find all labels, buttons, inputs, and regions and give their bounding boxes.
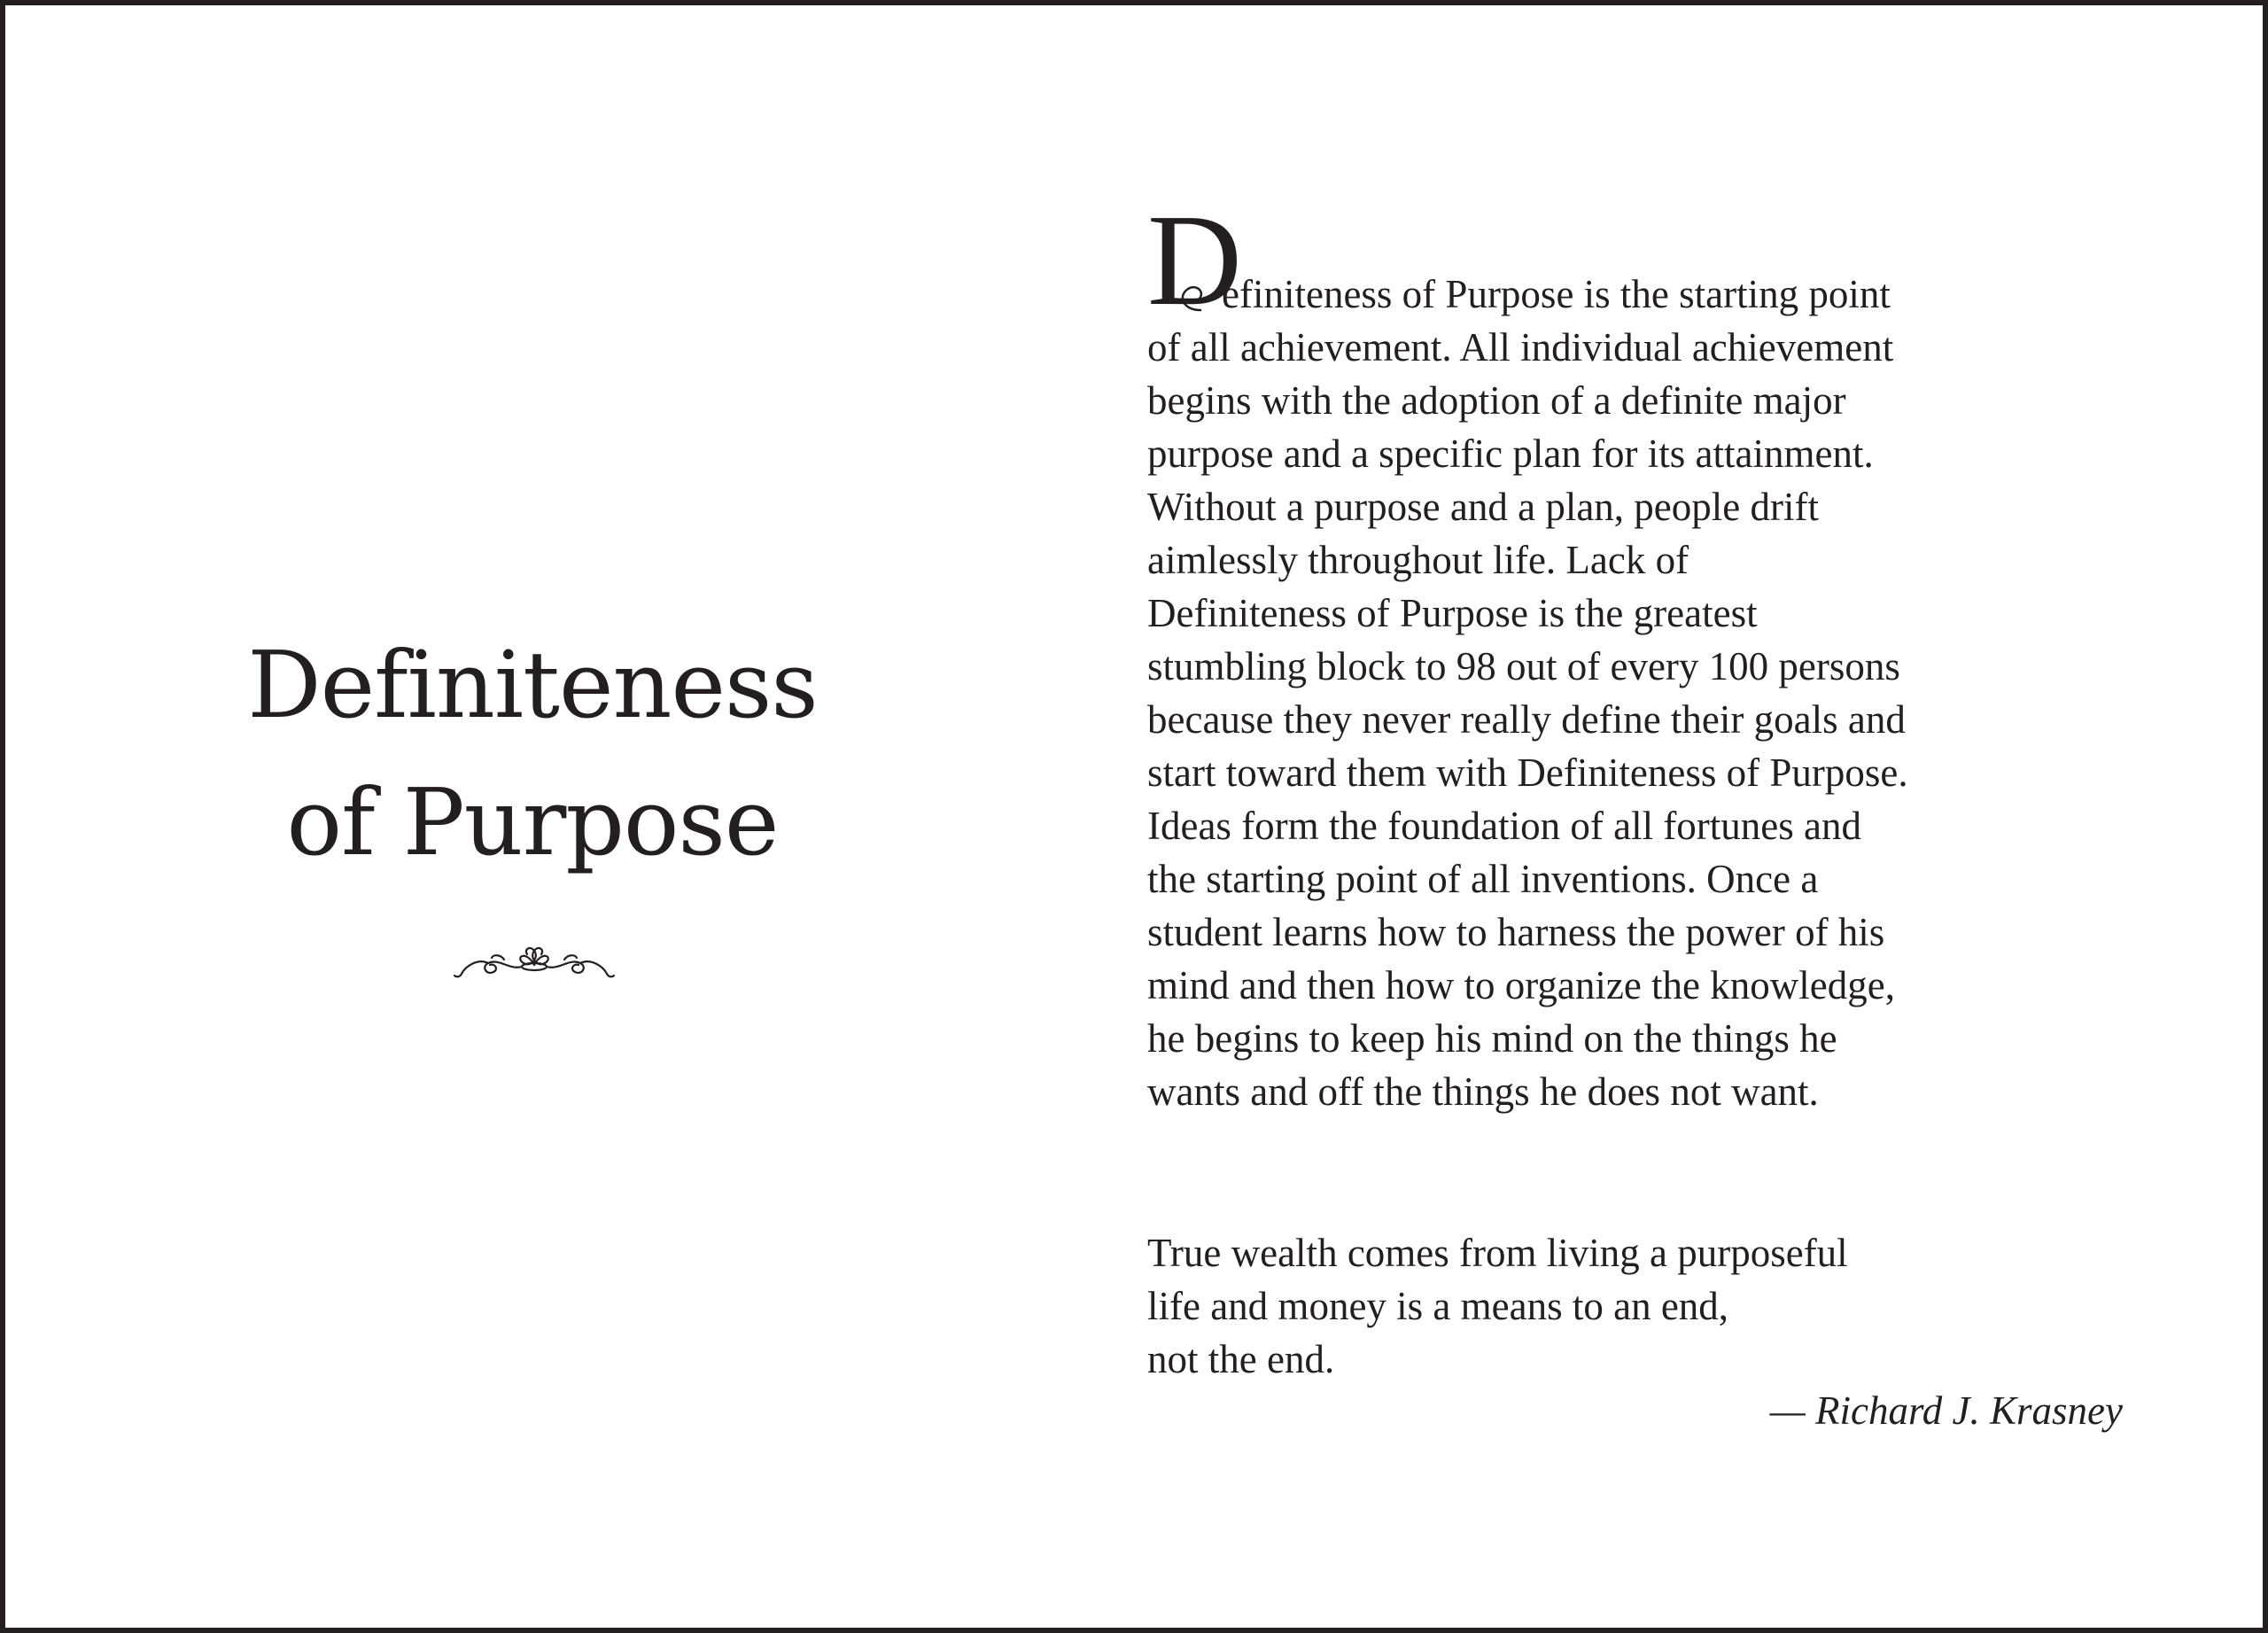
body-line-7: Definiteness of Purpose is the greatest [1147,591,1758,635]
body-line-5: Without a purpose and a plan, people drift [1147,485,1819,529]
chapter-title [165,617,900,891]
body-line-1: efiniteness of Purpose is the starting point [1222,272,1891,316]
body-paragraph [1147,268,1908,1118]
flourish-divider-icon [453,931,617,993]
body-line-13: student learns how to harness the power of his [1147,910,1885,954]
body-line-9: because they never really define their goals and [1147,697,1906,742]
body-line-4: purpose and a specific plan for its attainment. [1147,432,1874,476]
quote-block [1147,1226,1848,1386]
body-line-6: aimlessly throughout life. Lack of [1147,538,1689,582]
quote-line-1: True wealth comes from living a purposeful [1147,1231,1848,1275]
quote-attribution: — Richard J. Krasney [1769,1388,2123,1433]
body-line-14: mind and then how to organize the knowledge, [1147,963,1895,1007]
quote-line-3: not the end. [1147,1337,1335,1381]
body-line-2: of all achievement. All individual achievement [1147,325,1894,369]
chapter-title-line-1: Definiteness [247,631,818,739]
chapter-title-line-2: of Purpose [286,768,779,876]
body-line-3: begins with the adoption of a definite major [1147,378,1846,423]
body-line-11: Ideas form the foundation of all fortunes and [1147,804,1862,848]
body-line-12: the starting point of all inventions. Once a [1147,857,1819,901]
quote-line-2: life and money is a means to an end, [1147,1284,1729,1328]
body-line-16: wants and off the things he does not want. [1147,1069,1819,1114]
drop-cap-letter: D [1147,188,1242,333]
body-line-8: stumbling block to 98 out of every 100 persons [1147,644,1900,688]
body-line-15: he begins to keep his mind on the things he [1147,1016,1837,1061]
body-line-10: start toward them with Definiteness of Purpose. [1147,750,1908,795]
